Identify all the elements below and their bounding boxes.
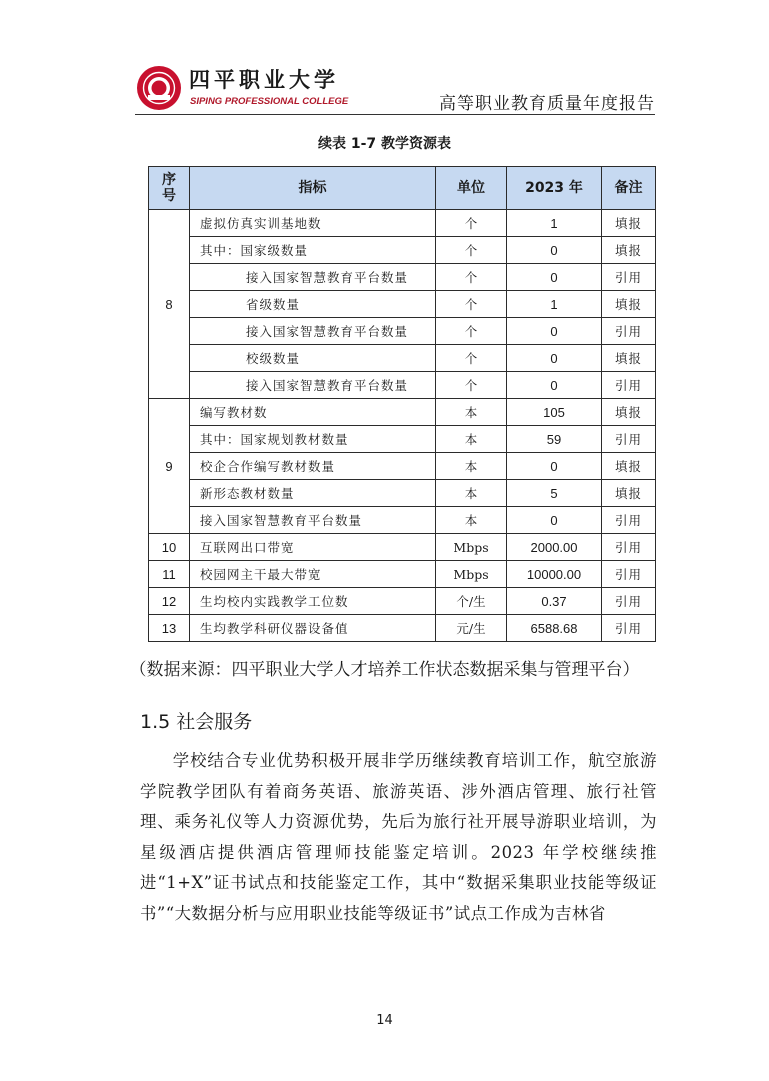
unit-cell: 元/生 bbox=[436, 615, 507, 642]
note-cell: 填报 bbox=[602, 345, 656, 372]
indicator-cell: 其中：国家级数量 bbox=[190, 237, 436, 264]
unit-cell: 个/生 bbox=[436, 588, 507, 615]
data-source-note: （数据来源：四平职业大学人才培养工作状态数据采集与管理平台） bbox=[129, 660, 640, 680]
value-cell: 2000.00 bbox=[507, 534, 602, 561]
serial-cell: 12 bbox=[149, 588, 190, 615]
unit-cell: 本 bbox=[436, 480, 507, 507]
value-cell: 0 bbox=[507, 264, 602, 291]
unit-cell: 本 bbox=[436, 399, 507, 426]
note-cell: 填报 bbox=[602, 480, 656, 507]
column-header-serial-text: 序 号 bbox=[162, 172, 176, 204]
unit-cell: 本 bbox=[436, 507, 507, 534]
note-cell: 填报 bbox=[602, 453, 656, 480]
indicator-cell: 省级数量 bbox=[190, 291, 436, 318]
value-cell: 0 bbox=[507, 318, 602, 345]
unit-cell: Mbps bbox=[436, 534, 507, 561]
teaching-resources-table bbox=[148, 166, 656, 642]
value-cell: 1 bbox=[507, 291, 602, 318]
unit-cell: 个 bbox=[436, 237, 507, 264]
page-header bbox=[135, 62, 655, 120]
note-cell: 引用 bbox=[602, 534, 656, 561]
table-row bbox=[149, 264, 656, 291]
unit-cell: 本 bbox=[436, 426, 507, 453]
column-header-unit: 单位 bbox=[436, 167, 507, 210]
table-header-row bbox=[149, 167, 656, 210]
indicator-cell: 编写教材数 bbox=[190, 399, 436, 426]
unit-cell: Mbps bbox=[436, 561, 507, 588]
indicator-cell: 接入国家智慧教育平台数量 bbox=[190, 318, 436, 345]
indicator-cell: 接入国家智慧教育平台数量 bbox=[190, 264, 436, 291]
report-title: 高等职业教育质量年度报告 bbox=[439, 94, 655, 114]
unit-cell: 个 bbox=[436, 264, 507, 291]
table-row bbox=[149, 453, 656, 480]
table-row bbox=[149, 318, 656, 345]
header-divider bbox=[135, 114, 655, 115]
note-cell: 引用 bbox=[602, 615, 656, 642]
value-cell: 0.37 bbox=[507, 588, 602, 615]
serial-cell: 9 bbox=[149, 399, 190, 534]
unit-cell: 个 bbox=[436, 372, 507, 399]
note-cell: 填报 bbox=[602, 237, 656, 264]
indicator-cell: 生均教学科研仪器设备值 bbox=[190, 615, 436, 642]
unit-cell: 本 bbox=[436, 453, 507, 480]
table-row bbox=[149, 291, 656, 318]
university-seal-icon bbox=[135, 64, 183, 112]
table-row bbox=[149, 345, 656, 372]
indicator-cell: 新形态教材数量 bbox=[190, 480, 436, 507]
table-row bbox=[149, 615, 656, 642]
value-cell: 0 bbox=[507, 507, 602, 534]
serial-cell: 13 bbox=[149, 615, 190, 642]
indicator-cell: 虚拟仿真实训基地数 bbox=[190, 210, 436, 237]
column-header-year: 2023 年 bbox=[507, 167, 602, 210]
value-cell: 0 bbox=[507, 345, 602, 372]
serial-cell: 8 bbox=[149, 210, 190, 399]
value-cell: 0 bbox=[507, 237, 602, 264]
indicator-cell: 校企合作编写教材数量 bbox=[190, 453, 436, 480]
note-cell: 引用 bbox=[602, 372, 656, 399]
unit-cell: 个 bbox=[436, 318, 507, 345]
indicator-cell: 生均校内实践教学工位数 bbox=[190, 588, 436, 615]
note-cell: 填报 bbox=[602, 291, 656, 318]
table-row bbox=[149, 480, 656, 507]
school-name-en: SIPING PROFESSIONAL COLLEGE bbox=[190, 96, 349, 107]
note-cell: 引用 bbox=[602, 588, 656, 615]
value-cell: 0 bbox=[507, 372, 602, 399]
table-row bbox=[149, 426, 656, 453]
indicator-cell: 互联网出口带宽 bbox=[190, 534, 436, 561]
unit-cell: 个 bbox=[436, 210, 507, 237]
note-cell: 填报 bbox=[602, 210, 656, 237]
body-paragraph: 学校结合专业优势积极开展非学历继续教育培训工作，航空旅游学院教学团队有着商务英语、旅游英语、涉外酒店管理、旅行社管理、乘务礼仪等人力资源优势，先后为旅行社开展导游职业培训，为星级酒店提供酒店管理师技能鉴定培训。2023 年学校继续推进“1+X”证书试点和技能鉴定工作，其中“数据采集职业技能等级证书”“大数据分析与应用职业技能等级证书”试点工作成为吉林省 bbox=[140, 751, 657, 923]
table-row bbox=[149, 399, 656, 426]
note-cell: 引用 bbox=[602, 561, 656, 588]
table-row bbox=[149, 561, 656, 588]
school-name-cn: 四平职业大学 bbox=[189, 67, 339, 92]
table-row bbox=[149, 210, 656, 237]
table-row bbox=[149, 372, 656, 399]
unit-cell: 个 bbox=[436, 345, 507, 372]
table-caption: 续表 1-7 教学资源表 bbox=[317, 136, 452, 152]
table-row bbox=[149, 237, 656, 264]
serial-cell: 11 bbox=[149, 561, 190, 588]
value-cell: 105 bbox=[507, 399, 602, 426]
note-cell: 填报 bbox=[602, 399, 656, 426]
indicator-cell: 其中：国家规划教材数量 bbox=[190, 426, 436, 453]
value-cell: 59 bbox=[507, 426, 602, 453]
indicator-cell: 校级数量 bbox=[190, 345, 436, 372]
value-cell: 10000.00 bbox=[507, 561, 602, 588]
note-cell: 引用 bbox=[602, 507, 656, 534]
indicator-cell: 接入国家智慧教育平台数量 bbox=[190, 372, 436, 399]
unit-cell: 个 bbox=[436, 291, 507, 318]
note-cell: 引用 bbox=[602, 318, 656, 345]
serial-cell: 10 bbox=[149, 534, 190, 561]
value-cell: 1 bbox=[507, 210, 602, 237]
section-heading: 1.5 社会服务 bbox=[140, 711, 253, 733]
value-cell: 0 bbox=[507, 453, 602, 480]
table-row bbox=[149, 534, 656, 561]
column-header-note: 备注 bbox=[602, 167, 656, 210]
note-cell: 引用 bbox=[602, 264, 656, 291]
column-header-indicator: 指标 bbox=[190, 167, 436, 210]
table-row bbox=[149, 588, 656, 615]
indicator-cell: 接入国家智慧教育平台数量 bbox=[190, 507, 436, 534]
note-cell: 引用 bbox=[602, 426, 656, 453]
indicator-cell: 校园网主干最大带宽 bbox=[190, 561, 436, 588]
value-cell: 6588.68 bbox=[507, 615, 602, 642]
value-cell: 5 bbox=[507, 480, 602, 507]
table-row bbox=[149, 507, 656, 534]
column-header-serial bbox=[149, 167, 190, 210]
page-number: 14 bbox=[376, 1013, 393, 1028]
